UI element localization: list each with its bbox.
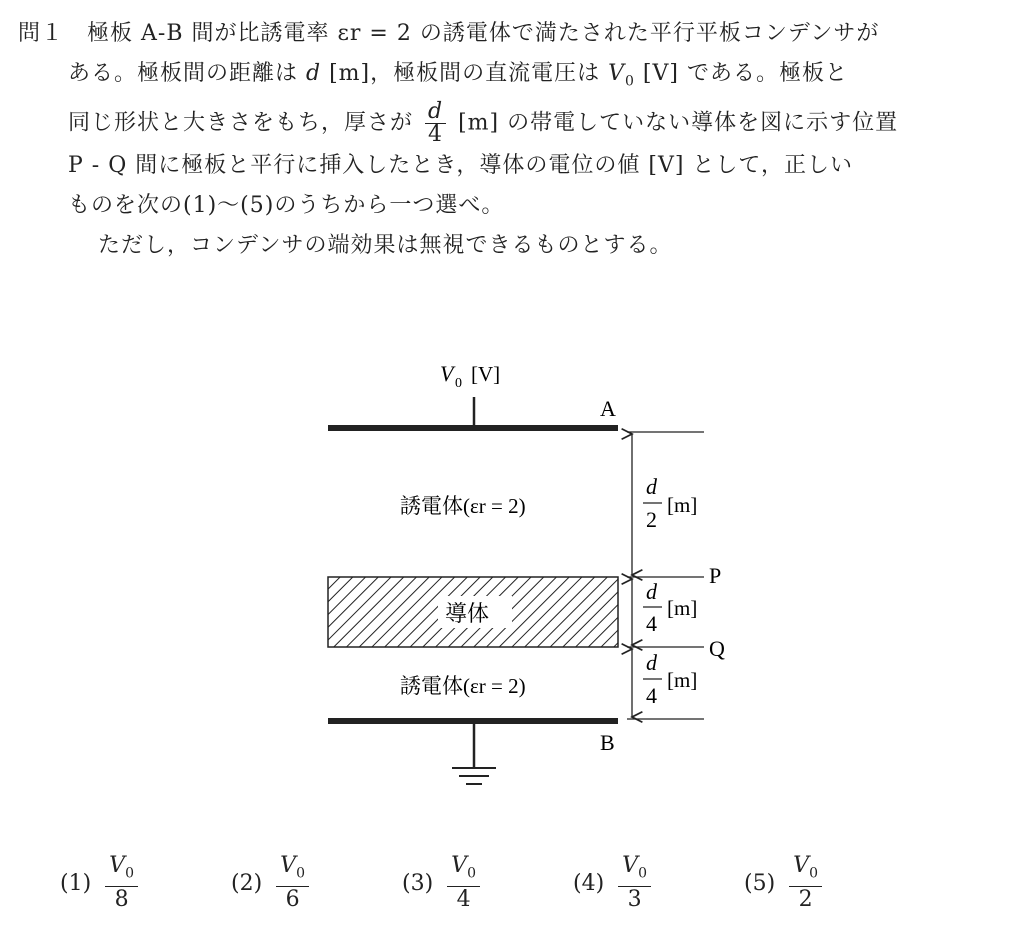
question-line-5: ものを次の(1)～(5)のうちから一つ選べ。 — [68, 193, 505, 219]
dim-bot-num: d — [646, 650, 657, 675]
question-line-1: 問１ 極板 A-B 間が比誘電率 εr = 2 の誘電体で満たされた平行平板コンデンサが — [18, 21, 880, 46]
question-line-6: ただし，コンデンサの端効果は無視できるものとする。 — [98, 233, 673, 259]
dim-mid-unit: [m] — [667, 596, 698, 620]
conductor-label: 導体 — [445, 601, 490, 626]
dim-bot-unit: [m] — [667, 668, 698, 692]
dim-mid-num: d — [646, 579, 657, 604]
question-number: 問１ — [18, 21, 65, 46]
dim-top-unit: [m] — [667, 493, 698, 517]
dim-top-den: 2 — [646, 507, 657, 532]
plate-b-label: B — [600, 730, 615, 755]
dielectric-bottom-label: 誘電体(εr = 2) — [400, 674, 526, 698]
question-line-4: P - Q 間に極板と平行に挿入したとき，導体の電位の値 [V] として，正しい — [68, 153, 853, 179]
voltage-subscript: 0 — [455, 376, 462, 391]
voltage-unit: [V] — [471, 362, 501, 386]
choice-3[interactable]: (3) $V_0$ 4 — [402, 853, 480, 913]
dim-bot-den: 4 — [646, 683, 657, 708]
ground-icon — [452, 724, 496, 784]
question-line-3: 同じ形状と大きさをもち，厚さが $\frac{d}{4}$ [m] の帯電していない導体を図に示す位置 — [68, 99, 899, 148]
choice-5[interactable]: (5) $V_0$ 2 — [744, 853, 822, 913]
choice-4[interactable]: (4) $V_0$ 3 — [573, 853, 651, 913]
point-p-label: P — [709, 563, 722, 588]
voltage-label: V — [440, 361, 454, 386]
question-line-2: ある。極板間の距離は d [m]，極板間の直流電圧は $V_0$ [V] である。極板と — [68, 61, 848, 90]
dim-mid-den: 4 — [646, 611, 657, 636]
dim-top-num: d — [646, 474, 657, 499]
thickness-fraction: $\frac{d}{4}$ — [425, 101, 446, 146]
choice-1[interactable]: (1) $V_0$ 8 — [60, 853, 138, 913]
point-q-label: Q — [709, 636, 725, 661]
choice-2[interactable]: (2) $V_0$ 6 — [231, 853, 309, 913]
answer-choices — [60, 853, 960, 933]
dielectric-top-label: 誘電体(εr = 2) — [400, 494, 526, 518]
plate-a-label: A — [600, 396, 616, 421]
